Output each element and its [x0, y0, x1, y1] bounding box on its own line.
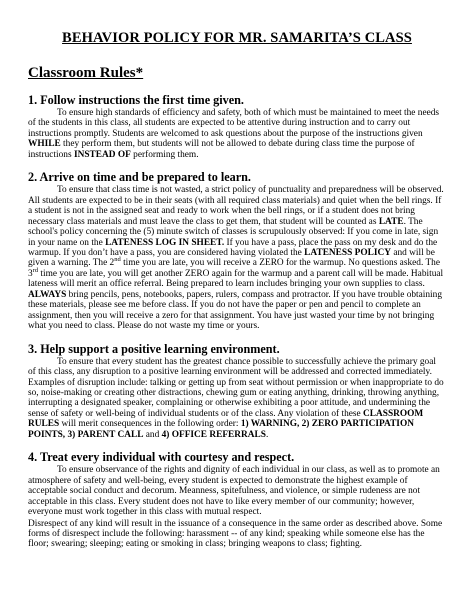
rule-section-4: [28, 450, 446, 550]
rule-2-text: . The school's policy concerning the (5) minute switch of classes is scrupulously observed: If you come in late, sign in your name on the: [28, 216, 439, 248]
rule-2-text: bring pencils, pens, notebooks, papers, rulers, compass and protractor. If you have trouble obtaining these materials, please see me before class. If you do not have the paper or pen and pencil to complete an assignment, then you will receive a zero for that assignment. You have just wasted your time by not bringing what you need to class. Please do not waste my time or yours.: [28, 289, 442, 332]
rule-2-text: time you are late, you will get another ZERO again for the warmup and a parent call will be made. Habitual lateness will merit an office referral. Being prepared to learn includes bringing your own supplies to class.: [28, 268, 444, 290]
rule-2-paragraph: [28, 185, 446, 331]
rule-3-emphasis: 1) WARNING, 2) ZERO PARTICIPATION POINTS, 3) PARENT CALL: [28, 419, 414, 440]
rule-1-text: performing them.: [130, 149, 199, 160]
rule-2-emphasis: ALWAYS: [28, 289, 67, 300]
rule-3-emphasis: 4) OFFICE REFERRALS: [161, 429, 266, 440]
rule-4-text: To ensure observance of the rights and dignity of each individual in our class, as well as to promote an atmosphere of safety and well-being, every student is expected to demonstrate the highest example of acceptable social conduct and decorum. Meanness, spitefulness, and violence, or simple rudeness are not acceptable in this class. Every student does not have to like every member of our community; however, everyone must work together in this class with mutual respect.: [28, 465, 440, 518]
rule-3-text: will merit consequences in the following order:: [59, 419, 241, 430]
rule-2-text: and will be given a warning. The 2: [28, 247, 435, 269]
rule-section-3: [28, 342, 446, 441]
ordinal-superscript: rd: [32, 266, 39, 274]
rule-1-paragraph: [28, 108, 446, 160]
rule-3-heading: 3. Help support a positive learning environment.: [28, 341, 280, 356]
rule-3-emphasis: CLASSROOM RULES: [28, 408, 424, 430]
document-title: BEHAVIOR POLICY FOR MR. SAMARITA’S CLASS: [62, 30, 412, 46]
rule-1-emphasis: WHILE: [28, 139, 61, 150]
rule-section-2: [28, 170, 446, 331]
rule-2-text: time you are late, you will receive a ZERO for the warmup. No questions asked. The 3: [28, 258, 440, 279]
rule-4-paragraph-2: Disrespect of any kind will result in the issuance of a consequence in the same order as described above. Some forms of disrespect include the following: harassment -- of any kind; speaking while someone else has the floor; swearing; sleeping; eating or smoking in class; bringing weapons to class; fighting.: [28, 518, 443, 550]
rule-1-heading: 1. Follow instructions the first time given.: [28, 93, 244, 107]
rule-1-emphasis: INSTEAD OF: [73, 149, 131, 160]
rule-3-paragraph: [28, 357, 446, 441]
rule-2-text: To ensure that class time is not wasted, a strict policy of punctuality and preparedness will be observed. All students are expected to be in their seats (with all required class materials) and quiet when the bell rings. If a student is not in the assigned seat and ready to work when the bell rings, or if a student does not bring necessary class materials and must leave the class to get them, that student will be counted as: [28, 185, 444, 227]
rule-3-text: and: [143, 429, 162, 440]
rule-1-text: they perform them, but students will not be allowed to debate during class time the purpose of instructions: [28, 139, 415, 160]
rule-1-text: To ensure high standards of efficiency and safety, both of which must be maintained to meet the needs of the students in this class, all students are expected to be attentive during instruction and to carry out instructions promptly. Students are welcomed to ask questions about the purpose of the instructions given: [28, 108, 440, 139]
rule-2-emphasis: LATE: [378, 216, 404, 227]
rule-2-heading: 2. Arrive on time and be prepared to learn.: [28, 170, 251, 185]
rule-2-text: If you have a pass, place the pass on my desk and do the warmup. If you don’t have a pass, you are considered having violated the: [28, 237, 438, 258]
ordinal-superscript: nd: [114, 256, 121, 264]
rule-3-text: To ensure that every student has the greatest chance possible to successfully achieve the primary goal of this class, any disruption to a positive learning environment will be addressed and corrected immediately. Examples of disruption include: talking or getting up from seat without permission or when inappropriate to do so, noise-making or creating other distractions, chewing gum or eating anything, drinking, throwing anything, interrupting a designated speaker, complaining or otherwise exhibiting a poor attitude, and undermining the sense of safety or well-being of individual students or of the class. Any violation of these: [28, 356, 444, 419]
rule-4-heading: 4. Treat every individual with courtesy and respect.: [28, 450, 295, 465]
classroom-rules-heading: Classroom Rules*: [28, 65, 144, 81]
rule-4-paragraph: [28, 465, 446, 517]
rule-2-emphasis: LATENESS POLICY: [304, 247, 391, 258]
rule-3-text: .: [265, 429, 269, 440]
rule-2-emphasis: LATENESS LOG IN SHEET.: [105, 237, 225, 248]
rule-section-1: [28, 93, 446, 160]
